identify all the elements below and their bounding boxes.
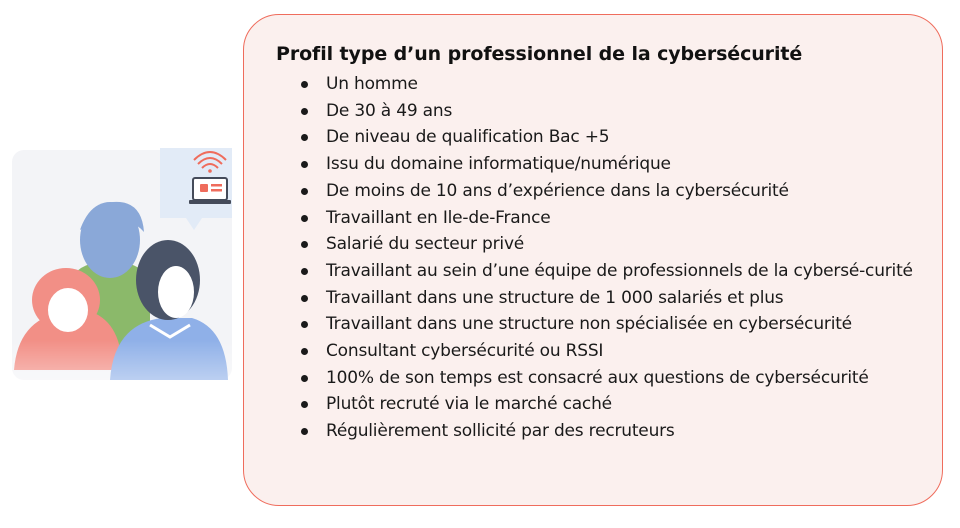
list-item (298, 391, 928, 418)
list-item-text: Travaillant dans une structure de 1 000 salariés et plus (326, 287, 784, 308)
bullet-icon (301, 188, 308, 195)
list-item-text: Consultant cybersécurité ou RSSI (326, 341, 604, 362)
bullet-icon (301, 215, 308, 222)
bullet-icon (301, 428, 308, 435)
profile-list (298, 71, 928, 445)
list-item-text: Travaillant dans une structure non spécialisée en cybersécurité (326, 314, 852, 335)
profile-card (243, 14, 943, 506)
list-item (298, 258, 928, 285)
list-item-text: Un homme (326, 74, 418, 94)
people-illustration (0, 140, 250, 440)
list-item-text: De moins de 10 ans d’expérience dans la cybersécurité (326, 180, 789, 201)
list-item (298, 231, 928, 258)
list-item-text: Issu du domaine informatique/numérique (326, 154, 671, 175)
card-title: Profil type d’un professionnel de la cybersécurité (276, 43, 803, 65)
bullet-icon (301, 241, 308, 248)
list-item (298, 178, 928, 205)
bullet-icon (301, 161, 308, 168)
bullet-icon (301, 108, 308, 115)
list-item (298, 205, 928, 232)
list-item-text: Plutôt recruté via le marché caché (326, 394, 612, 415)
list-item-text: Travaillant au sein d’une équipe de professionnels de la cybersé-curité (326, 260, 913, 281)
list-item (298, 338, 928, 365)
bullet-icon (301, 134, 308, 141)
list-item (298, 98, 928, 125)
list-item (298, 365, 928, 392)
list-item-text: 100% de son temps est consacré aux questions de cybersécurité (326, 367, 869, 388)
bullet-icon (301, 401, 308, 408)
list-item-text: Régulièrement sollicité par des recruteurs (326, 421, 675, 442)
list-item (298, 71, 928, 98)
list-item-text: Travaillant en Ile-de-France (326, 207, 551, 228)
list-item (298, 151, 928, 178)
bullet-icon (301, 81, 308, 88)
bullet-icon (301, 321, 308, 328)
list-item-text: Salarié du secteur privé (326, 234, 525, 255)
bullet-icon (301, 348, 308, 355)
list-item (298, 124, 928, 151)
list-item (298, 285, 928, 312)
bullet-icon (301, 375, 308, 382)
list-item-text: De niveau de qualification Bac +5 (326, 127, 610, 148)
bullet-icon (301, 295, 308, 302)
list-item-text: De 30 à 49 ans (326, 100, 453, 121)
list-item (298, 311, 928, 338)
people-group-icon (0, 140, 250, 440)
list-item (298, 418, 928, 445)
bullet-icon (301, 268, 308, 275)
